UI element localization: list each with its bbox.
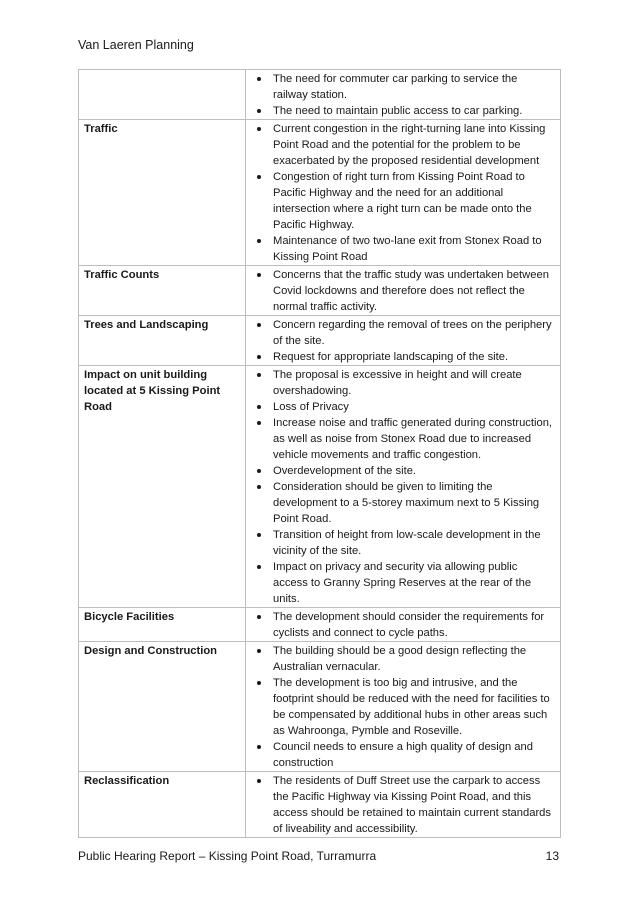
bullet-list <box>246 71 554 119</box>
table-row <box>79 316 561 366</box>
issue-category: Reclassification <box>79 772 246 838</box>
issues-table-body <box>79 70 561 838</box>
list-item: Impact on privacy and security via allowing public access to Granny Spring Reserves at the rear of the units. <box>246 559 554 607</box>
issue-points-cell <box>246 366 561 608</box>
issue-category: Impact on unit building located at 5 Kissing Point Road <box>79 366 246 608</box>
issue-category: Design and Construction <box>79 642 246 772</box>
bullet-list <box>246 643 554 771</box>
list-item: Consideration should be given to limiting the development to a 5-storey maximum next to 5 Kissing Point Road. <box>246 479 554 527</box>
list-item: The development should consider the requirements for cyclists and connect to cycle paths. <box>246 609 554 641</box>
bullet-list <box>246 367 554 607</box>
table-row <box>79 366 561 608</box>
page-footer-title: Public Hearing Report – Kissing Point Road, Turramurra <box>78 849 377 863</box>
table-row <box>79 266 561 316</box>
issues-table <box>78 69 561 838</box>
page-number: 13 <box>545 849 559 863</box>
issue-points-cell <box>246 608 561 642</box>
issue-category: Traffic <box>79 120 246 266</box>
issue-points-cell <box>246 70 561 120</box>
list-item: Loss of Privacy <box>246 399 554 415</box>
list-item: The need to maintain public access to car parking. <box>246 103 554 119</box>
list-item: Maintenance of two two-lane exit from Stonex Road to Kissing Point Road <box>246 233 554 265</box>
list-item: Concern regarding the removal of trees on the periphery of the site. <box>246 317 554 349</box>
bullet-list <box>246 317 554 365</box>
table-row <box>79 642 561 772</box>
bullet-list <box>246 609 554 641</box>
issue-category: Trees and Landscaping <box>79 316 246 366</box>
list-item: The building should be a good design reflecting the Australian vernacular. <box>246 643 554 675</box>
list-item: The residents of Duff Street use the carpark to access the Pacific Highway via Kissing Point Road, and this access should be retained to maintain current standards of liveability and accessibility. <box>246 773 554 837</box>
bullet-list <box>246 121 554 265</box>
issue-points-cell <box>246 120 561 266</box>
list-item: Congestion of right turn from Kissing Point Road to Pacific Highway and the need for an additional intersection where a right turn can be made onto the Pacific Highway. <box>246 169 554 233</box>
table-row <box>79 608 561 642</box>
bullet-list <box>246 267 554 315</box>
issue-category: Traffic Counts <box>79 266 246 316</box>
list-item: Increase noise and traffic generated during construction, as well as noise from Stonex Road due to increased vehicle movements and traffic congestion. <box>246 415 554 463</box>
list-item: Concerns that the traffic study was undertaken between Covid lockdowns and therefore does not reflect the normal traffic activity. <box>246 267 554 315</box>
list-item: The need for commuter car parking to service the railway station. <box>246 71 554 103</box>
issue-points-cell <box>246 266 561 316</box>
list-item: Overdevelopment of the site. <box>246 463 554 479</box>
issue-points-cell <box>246 772 561 838</box>
table-row <box>79 70 561 120</box>
issue-category <box>79 70 246 120</box>
list-item: Transition of height from low-scale development in the vicinity of the site. <box>246 527 554 559</box>
list-item: Council needs to ensure a high quality of design and construction <box>246 739 554 771</box>
issue-points-cell <box>246 642 561 772</box>
issue-points-cell <box>246 316 561 366</box>
list-item: The development is too big and intrusive, and the footprint should be reduced with the need for facilities to be compensated by additional hubs in other areas such as Wahroonga, Pymble and Roseville. <box>246 675 554 739</box>
table-row <box>79 120 561 266</box>
bullet-list <box>246 773 554 837</box>
list-item: The proposal is excessive in height and will create overshadowing. <box>246 367 554 399</box>
list-item: Current congestion in the right-turning lane into Kissing Point Road and the potential for the problem to be exacerbated by the proposed residential development <box>246 121 554 169</box>
issue-category: Bicycle Facilities <box>79 608 246 642</box>
list-item: Request for appropriate landscaping of the site. <box>246 349 554 365</box>
table-row <box>79 772 561 838</box>
page-header: Van Laeren Planning <box>78 38 194 52</box>
